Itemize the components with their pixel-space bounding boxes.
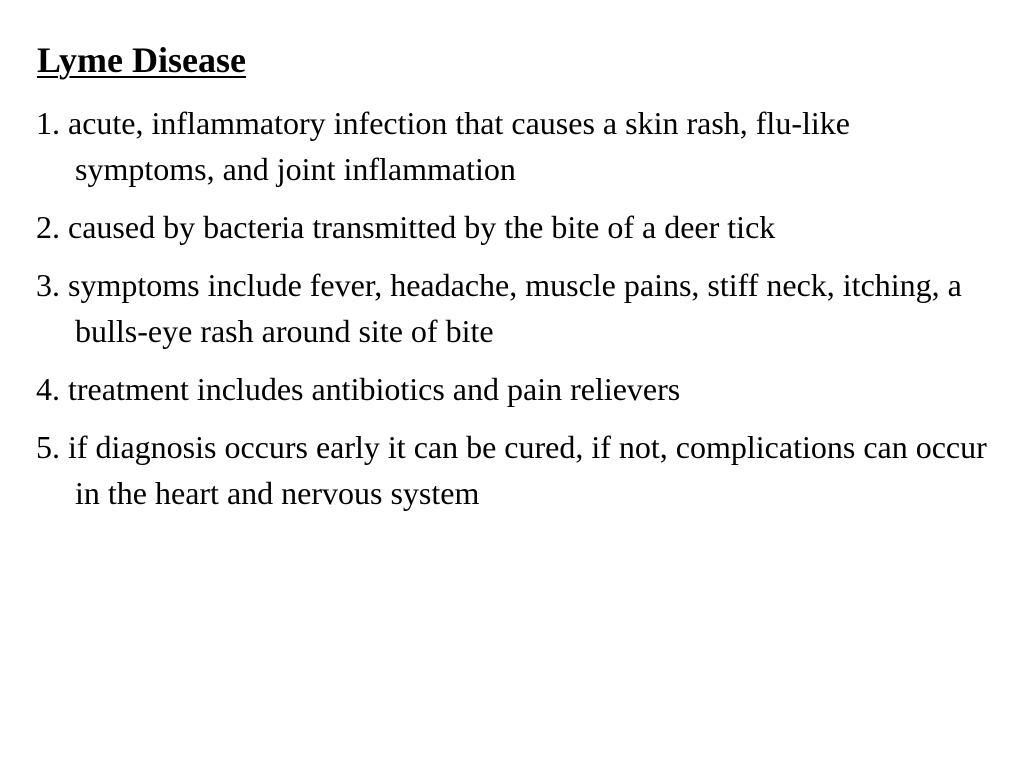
list-item-4: 4. treatment includes antibiotics and pain relievers [36, 371, 681, 407]
slide-title: Lyme Disease [37, 40, 246, 80]
list-item-3: 3. symptoms include fever, headache, muscle pains, stiff neck, itching, a bulls-eye rash around site of bite [36, 267, 962, 349]
list-item-1: 1. acute, inflammatory infection that causes a skin rash, flu-like symptoms, and joint inflammation [36, 105, 850, 187]
bullet-list [36, 100, 996, 528]
list-item-2: 2. caused by bacteria transmitted by the bite of a deer tick [36, 209, 776, 245]
list-item-5: 5. if diagnosis occurs early it can be cured, if not, complications can occur in the heart and nervous system [36, 429, 987, 511]
